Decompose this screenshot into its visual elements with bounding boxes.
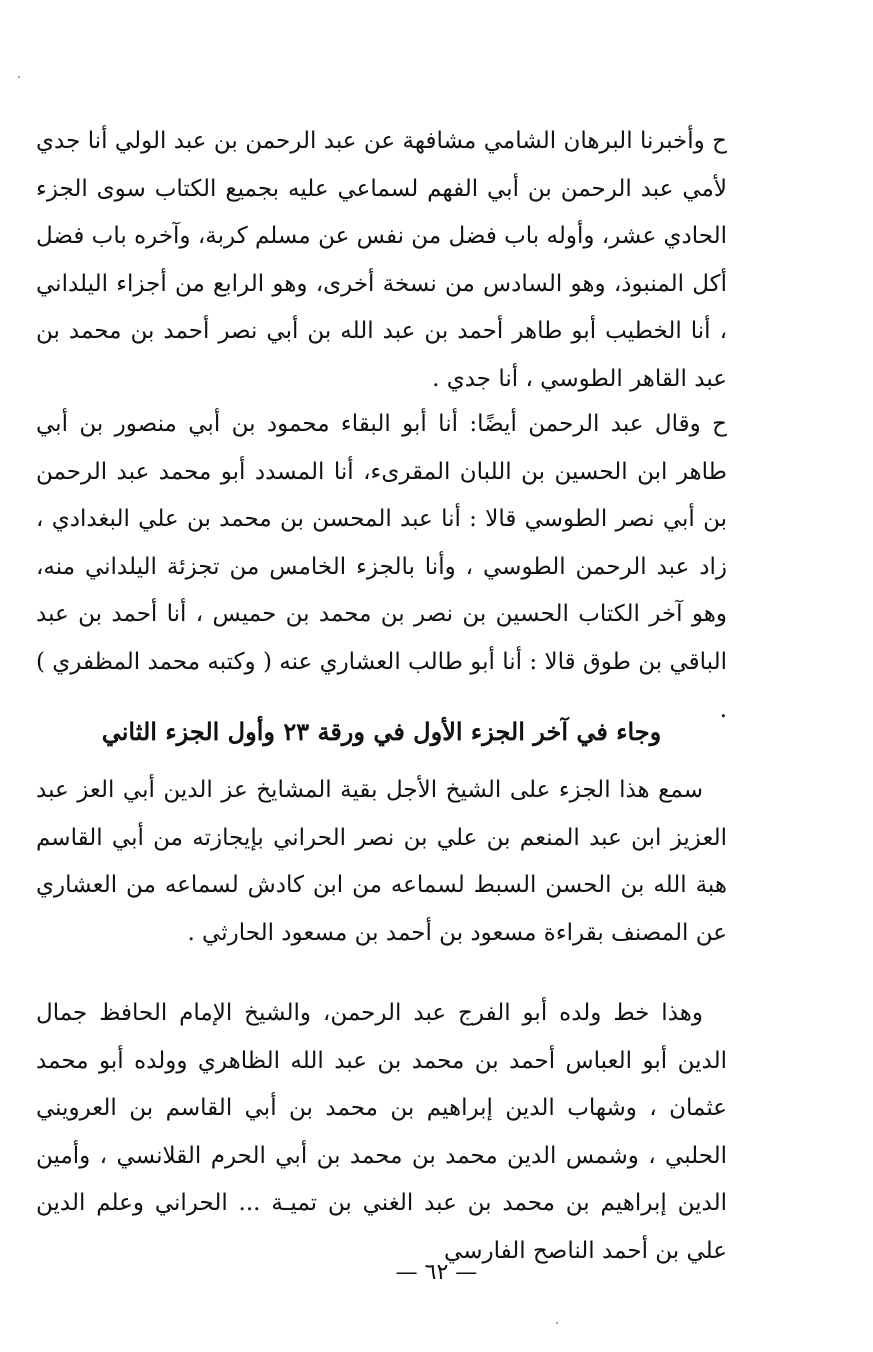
- section-heading: وجاء في آخر الجزء الأول في ورقة ٢٣ وأول الجزء الثاني: [101, 717, 662, 746]
- scan-speck: [556, 1322, 558, 1324]
- paragraph-4-text: وهذا خط ولده أبو الفرج عبد الرحمن، والشيخ الإمام الحافظ جمال الدين أبو العباس أحمد بن محمد بن عبد الله الظاهري وولده أبو محمد عثمان ، وشهاب الدين إبراهيم بن محمد بن أبي القاسم بن العرويني الحلبي ، وشمس الدين محمد بن محمد بن أبي الحرم القلانسي ، وأمين الدين إبراهيم بن محمد بن عبد الغني بن تميـة ... الحراني وعلم الدين علي بن أحمد الناصح الفارسي: [36, 1000, 727, 1264]
- paragraph-1: [36, 118, 727, 404]
- paragraph-3: [36, 767, 727, 957]
- paragraph-3-text: سمع هذا الجزء على الشيخ الأجل بقية المشايخ عز الدين أبي العز عبد العزيز ابن عبد المنعم بن علي بن نصر الحراني بإيجازته من أبي القاسم هبة الله بن الحسن السبط لسماعه من ابن كادش لسماعه من العشاري عن المصنف بقراءة مسعود بن أحمد بن مسعود الحارثي .: [36, 777, 727, 946]
- paragraph-1-text: ح وأخبرنا البرهان الشامي مشافهة عن عبد الرحمن بن عبد الولي أنا جدي لأمي عبد الرحمن بن أبي الفهم لسماعي عليه بجميع الكتاب سوى الجزء الحادي عشر، وأوله باب فضل من نفس عن مسلم كربة، وآخره باب فضل أكل المنبوذ، وهو السادس من نسخة أخرى، وهو الرابع من أجزاء اليلداني ، أنا الخطيب أبو طاهر أحمد بن عبد الله بن أبي نصر أحمد بن محمد بن عبد القاهر الطوسي ، أنا جدي .: [36, 128, 727, 392]
- paragraph-4: [36, 990, 727, 1276]
- paragraph-2: [36, 401, 727, 734]
- paragraph-2-text: ح وقال عبد الرحمن أيضًا: أنا أبو البقاء محمود بن أبي منصور بن أبي طاهر ابن الحسين بن اللبان المقرىء، أنا المسدد أبو محمد عبد الرحمن بن أبي نصر الطوسي قالا : أنا عبد المحسن بن محمد بن علي البغدادي ، زاد عبد الرحمن الطوسي ، وأنا بالجزء الخامس من تجزئة اليلداني منه، وهو آخر الكتاب الحسين بن نصر بن محمد بن حميس ، أنا أحمد بن عبد الباقي بن طوق قالا : أنا أبو طالب العشاري عنه ( وكتبه محمد المظفري ) .: [36, 411, 727, 723]
- scan-speck: [18, 76, 20, 78]
- page-number: — ٦٢ —: [395, 1260, 478, 1285]
